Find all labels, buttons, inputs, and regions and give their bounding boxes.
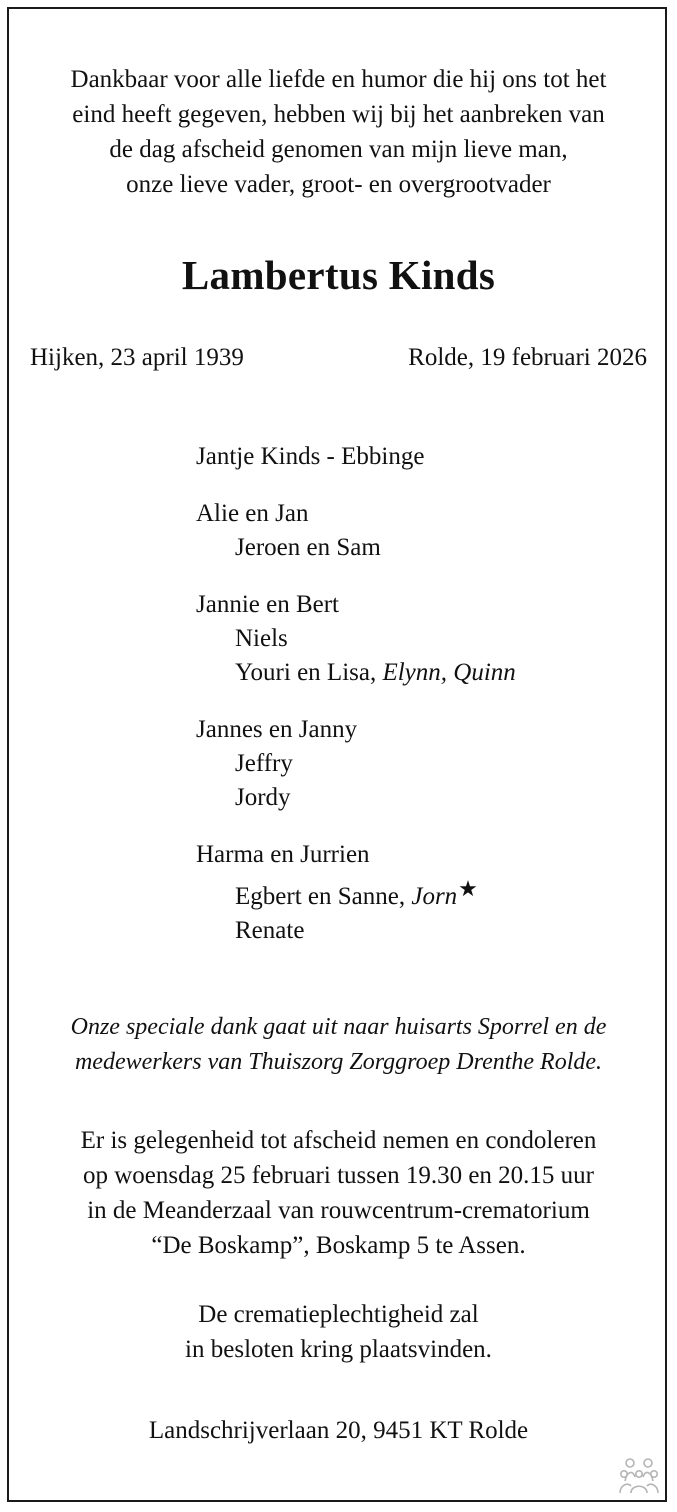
cremation-line: in besloten kring plaatsvinden. — [185, 1336, 492, 1363]
condolence-line: in de Meanderzaal van rouwcentrum-crematorium — [87, 1197, 590, 1224]
intro-line: Dankbaar voor alle liefde en humor die hij ons tot het — [70, 66, 607, 93]
family-parent: Harma en Jurrien — [196, 841, 370, 868]
thanks-text — [0, 1010, 677, 1080]
family-grandchild: Niels — [235, 625, 288, 652]
family-spouse-group — [196, 440, 516, 474]
family-parent: Jannie en Bert — [196, 591, 340, 618]
intro-text — [0, 62, 677, 202]
family-grandchild-line — [196, 872, 516, 914]
intro-line: de dag afscheid genomen van mijn lieve man, — [109, 136, 568, 163]
family-parent: Alie en Jan — [196, 500, 309, 527]
star-icon: ★ — [458, 876, 478, 901]
deceased-name: Lambertus Kinds — [181, 252, 496, 298]
family-group — [196, 838, 516, 948]
condolence-line: op woensdag 25 februari tussen 19.30 en 20.15 uur — [82, 1162, 594, 1189]
cremation-text — [0, 1297, 677, 1367]
family-grandchild: Jordy — [235, 784, 291, 811]
family-parent: Jannes en Janny — [196, 716, 358, 743]
intro-line: onze lieve vader, groot- en overgrootvader — [126, 171, 551, 198]
family-grandchild: Youri en Lisa, — [235, 659, 377, 686]
thanks-line: Onze speciale dank gaat uit naar huisarts Sporrel en de — [70, 1014, 607, 1040]
family-grandchild: Jeroen en Sam — [235, 534, 381, 561]
family-group — [196, 713, 516, 815]
family-grandchild: Jeffry — [235, 750, 293, 777]
family-list — [196, 440, 516, 948]
condolence-line: “De Boskamp”, Boskamp 5 te Assen. — [151, 1232, 526, 1259]
birth-place-date: Hijken, 23 april 1939 — [30, 344, 244, 371]
family-grandchild-line — [196, 656, 516, 690]
family-great-grandchildren: Jorn — [411, 883, 458, 910]
condolence-line: Er is gelegenheid tot afscheid nemen en condoleren — [80, 1127, 597, 1154]
family-great-grandchildren: Elynn, Quinn — [382, 659, 516, 686]
family-spouse: Jantje Kinds - Ebbinge — [196, 443, 425, 470]
family-grandchild: Egbert en Sanne, — [235, 883, 406, 910]
intro-line: eind heeft gegeven, hebben wij bij het aanbreken van — [72, 101, 605, 128]
family-group — [196, 588, 516, 690]
family-address: Landschrijverlaan 20, 9451 KT Rolde — [148, 1417, 529, 1444]
death-place-date: Rolde, 19 februari 2026 — [408, 344, 647, 371]
family-grandchild: Renate — [235, 917, 305, 944]
condolence-text — [0, 1123, 677, 1263]
family-group — [196, 497, 516, 565]
cremation-line: De crematieplechtigheid zal — [198, 1301, 479, 1328]
thanks-line: medewerkers van Thuiszorg Zorggroep Drenthe Rolde. — [74, 1049, 603, 1075]
people-group-icon — [618, 1456, 660, 1496]
